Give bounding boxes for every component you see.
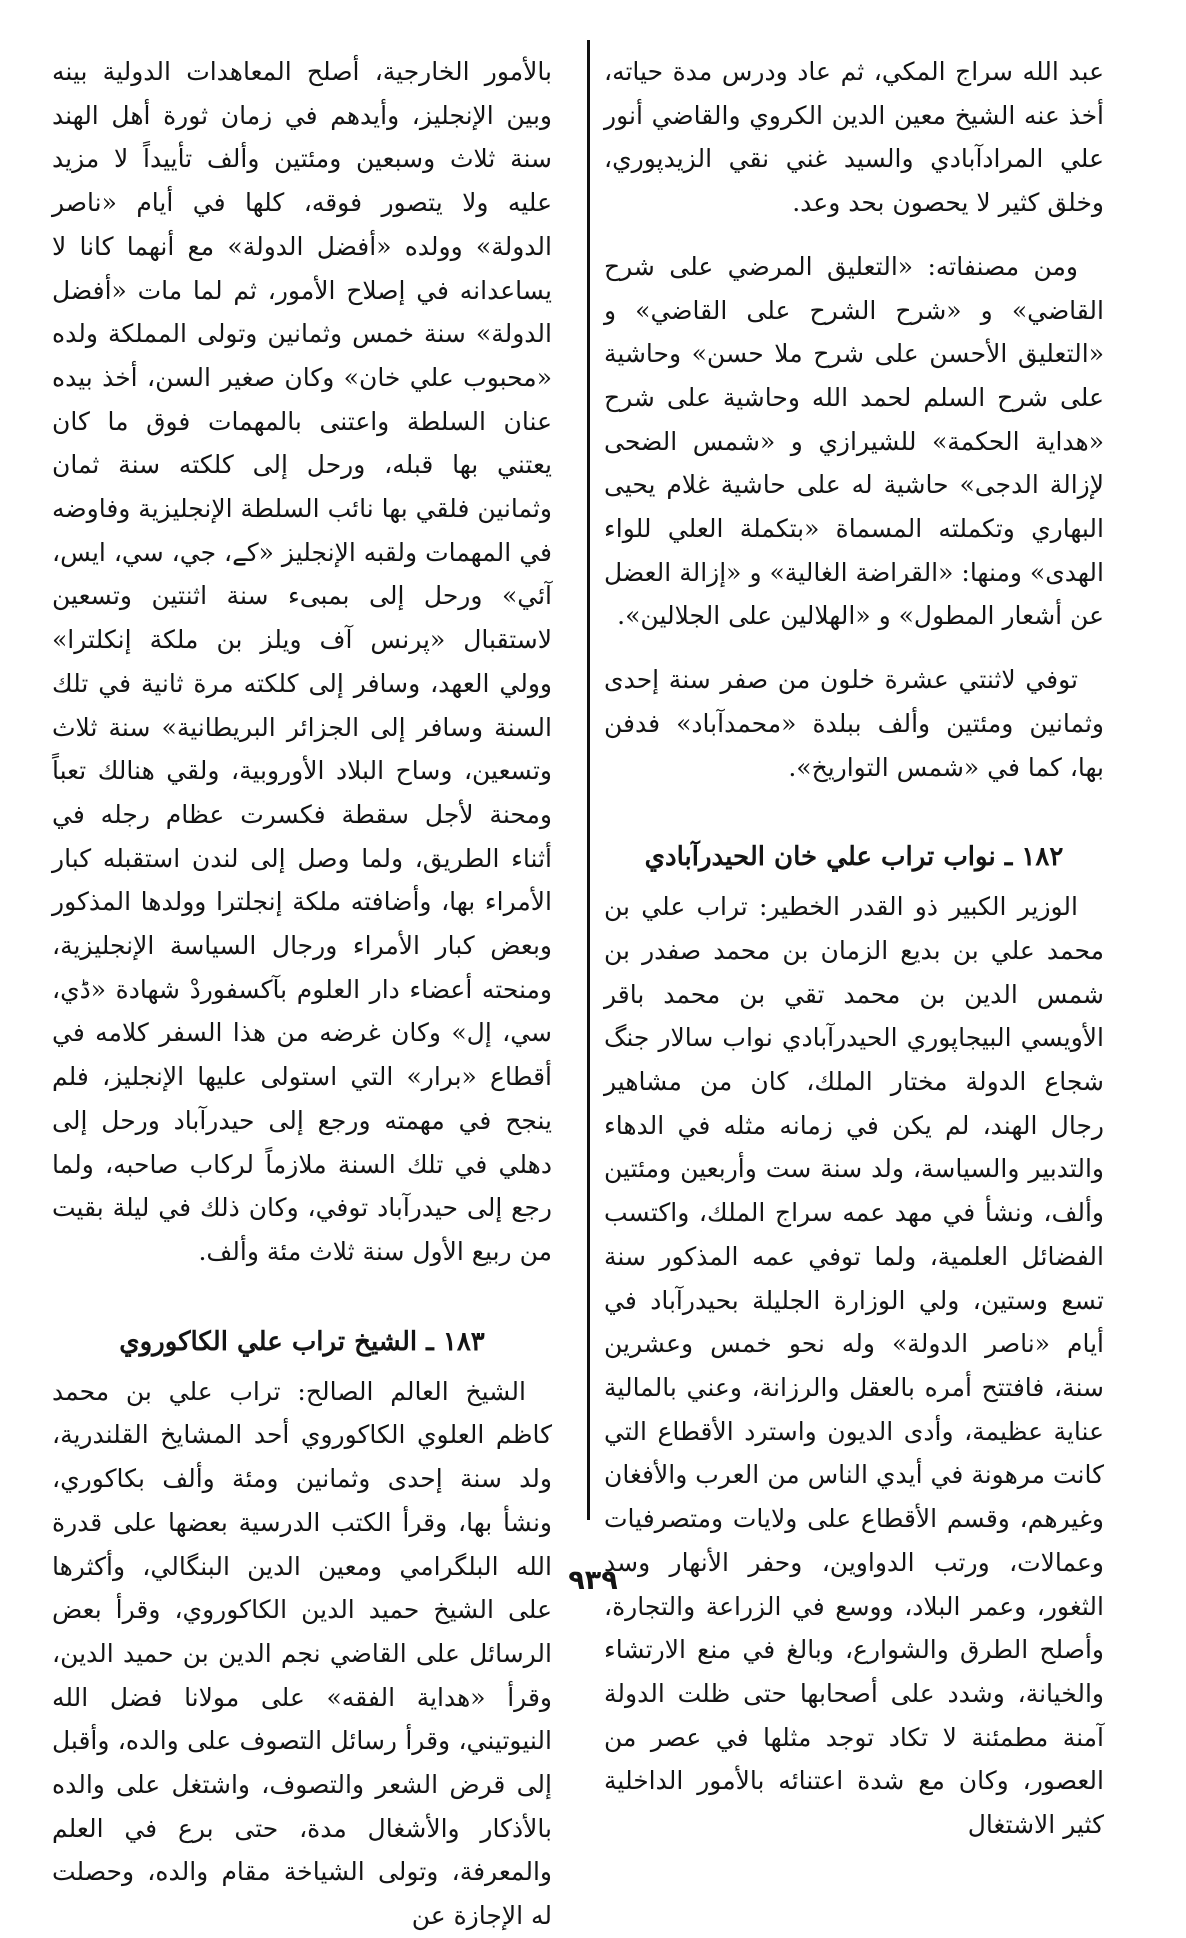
- left-column: [52, 50, 552, 1938]
- biography-paragraph-182: الوزير الكبير ذو القدر الخطير: تراب علي بن محمد علي بن بديع الزمان بن محمد صفدر بن شمس الدين بن محمد تقي بن محمد باقر الأويسي البيجاپوري الحيدرآبادي نواب سالار جنگ شجاع الدولة مختار الملك، كان من مشاهير رجال الهند، لم يكن في زمانه مثله في الدهاء والتدبير والسياسة، ولد سنة ست وأربعين ومئتين وألف، ونشأ في مهد عمه سراج الملك، واكتسب الفضائل العلمية، ولما توفي عمه المذكور سنة تسع وستين، ولي الوزارة الجليلة بحيدرآباد في أيام «ناصر الدولة» وله نحو خمس وعشرين سنة، فافتتح أمره بالعقل والرزانة، وعني بالمالية عناية عظيمة، وأدى الديون واسترد الأقطاع التي كانت مرهونة في أيدي الناس من العرب والأفغان وغيرهم، وقسم الأقطاع على ولايات ومتصرفيات وعمالات، ورتب الدواوين، وحفر الأنهار وسد الثغور، وعمر البلاد، ووسع في الزراعة والتجارة، وأصلح الطرق والشوارع، وبالغ في منع الارتشاء والخيانة، وشدد على أصحابها حتى ظلت الدولة آمنة مطمئنة لا تكاد توجد مثلها في عصر من العصور، وكان مع شدة اعتنائه بالأمور الداخلية كثير الاشتغال: [604, 892, 1104, 1840]
- entry-heading-182: ١٨٢ ـ نواب تراب علي خان الحيدرآبادي: [644, 842, 1064, 873]
- entry-heading-183: ١٨٣ ـ الشيخ تراب علي الكاكوروي: [119, 1326, 485, 1357]
- works-paragraph: ومن مصنفاته: «التعليق المرضي على شرح القاضي» و «شرح الشرح على القاضي» و «التعليق الأحسن على شرح ملا حسن» وحاشية على شرح السلم لحمد الله وحاشية على شرح «هداية الحكمة» للشيرازي و «شمس الضحى لإزالة الدجى» حاشية له على حاشية غلام يحيى البهاري وتكملته المسماة «بتكملة العلي للواء الهدى» ومنها: «القراضة الغالية» و «إزالة العضل عن أشعار المطول» و «الهلالين على الجلالين».: [604, 251, 1104, 631]
- biography-paragraph-183: الشيخ العالم الصالح: تراب علي بن محمد كاظم العلوي الكاكوروي أحد المشايخ القلندرية، ولد سنة إحدى وثمانين ومئة وألف بكاكوري، ونشأ بها، وقرأ الكتب الدرسية بعضها على قدرة الله البلگرامي ومعين الدين البنگالي، وأكثرها على الشيخ حميد الدين الكاكوروي، وقرأ بعض الرسائل على القاضي نجم الدين بن حميد الدين، وقرأ «هداية الفقه» على مولانا فضل الله النيوتيني، وقرأ رسائل التصوف على والده، وأقبل إلى قرض الشعر والتصوف، واشتغل على والده بالأذكار والأشغال مدة، حتى برع في العلم والمعرفة، وتولى الشياخة مقام والده، وحصلت له الإجازة عن: [52, 1376, 552, 1931]
- continuation-paragraph: عبد الله سراج المكي، ثم عاد ودرس مدة حياته، أخذ عنه الشيخ معين الدين الكروي والقاضي أنور علي المرادآبادي والسيد غني نقي الزيدپوري، وخلق كثير لا يحصون بحد وعد.: [604, 57, 1104, 218]
- column-divider: [587, 40, 590, 1520]
- biography-continuation-paragraph: بالأمور الخارجية، أصلح المعاهدات الدولية بينه وبين الإنجليز، وأيدهم في زمان ثورة أهل الهند سنة ثلاث وسبعين ومئتين وألف تأييداً لا مزيد عليه ولا يتصور فوقه، كلها في أيام «ناصر الدولة» وولده «أفضل الدولة» مع أنهما كانا لا يساعدانه في إصلاح الأمور، ثم لما مات «أفضل الدولة» سنة خمس وثمانين وتولى المملكة ولده «محبوب علي خان» وكان صغير السن، أخذ بيده عنان السلطة واعتنى بالمهمات فوق ما كان يعتني بها قبله، ورحل إلى كلكته سنة ثمان وثمانين فلقي بها نائب السلطة الإنجليزية وفاوضه في المهمات ولقبه الإنجليز «كے، جي، سي، ايس، آئي» ورحل إلى بمبىء سنة اثنتين وتسعين لاستقبال «پرنس آف ويلز بن ملكة إنكلترا» وولي العهد، وسافر إلى كلكته مرة ثانية في تلك السنة وسافر إلى الجزائر البريطانية» سنة ثلاث وتسعين، وساح البلاد الأوروبية، ولقي هنالك تعباً ومحنة لأجل سقطة فكسرت عظام رجله في أثناء الطريق، ولما وصل إلى لندن استقبله كبار الأمراء بها، وأضافته ملكة إنجلترا وولدها المذكور وبعض كبار الأمراء ورجال السياسة الإنجليزية، ومنحته أعضاء دار العلوم بآكسفوردْ شهادة «ڈي، سي، إل» وكان غرضه من هذا السفر كلامه في أقطاع «برار» التي استولى عليها الإنجليز، فلم ينجح في مهمته ورجع إلى حيدرآباد ورحل إلى دهلي في تلك السنة ملازماً لركاب صاحبه، ولما رجع إلى حيدرآباد توفي، وكان ذلك في ليلة بقيت من ربيع الأول سنة ثلاث مئة وألف.: [52, 57, 552, 1266]
- page-number: ٩٣٩: [568, 1565, 618, 1596]
- death-paragraph: توفي لاثنتي عشرة خلون من صفر سنة إحدى وثمانين ومئتين وألف ببلدة «محمدآباد» فدفن بها، كما في «شمس التواريخ».: [604, 665, 1104, 782]
